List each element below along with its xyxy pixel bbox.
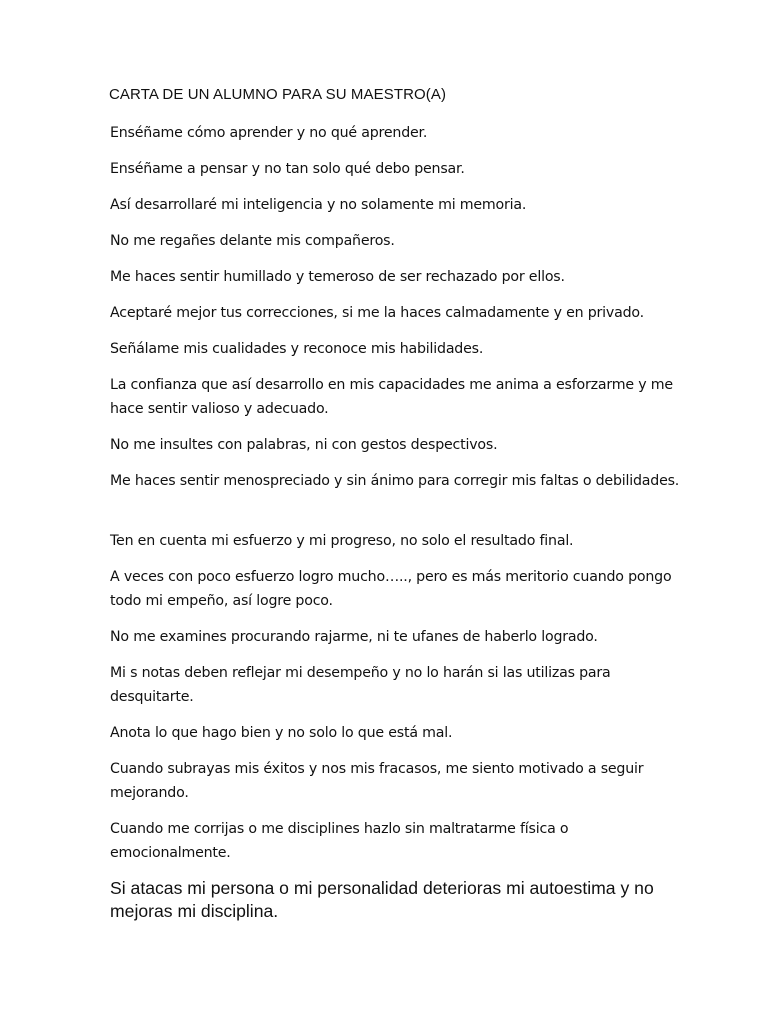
paragraph: Cuando subrayas mis éxitos y nos mis fracasos, me siento motivado a seguir mejorando.	[110, 761, 644, 801]
paragraph: Señálame mis cualidades y reconoce mis habilidades.	[110, 341, 484, 357]
closing-paragraph: Si atacas mi persona o mi personalidad deterioras mi autoestima y no mejoras mi disciplina.	[110, 878, 654, 921]
paragraph: No me insultes con palabras, ni con gestos despectivos.	[110, 437, 498, 453]
paragraph: A veces con poco esfuerzo logro mucho….., pero es más meritorio cuando pongo todo mi empeño, así logre poco.	[110, 569, 672, 609]
paragraph: Enséñame cómo aprender y no qué aprender.	[110, 125, 428, 141]
paragraph: Cuando me corrijas o me disciplines hazlo sin maltratarme física o emocionalmente.	[110, 821, 569, 861]
paragraph: Aceptaré mejor tus correcciones, si me la haces calmadamente y en privado.	[110, 305, 644, 321]
letter-title: CARTA DE UN ALUMNO PARA SU MAESTRO(A)	[109, 86, 447, 103]
paragraph: Me haces sentir humillado y temeroso de ser rechazado por ellos.	[110, 269, 565, 285]
paragraph: Me haces sentir menospreciado y sin ánimo para corregir mis faltas o debilidades.	[110, 473, 680, 489]
paragraph: No me examines procurando rajarme, ni te ufanes de haberlo logrado.	[110, 629, 598, 645]
paragraph: Así desarrollaré mi inteligencia y no solamente mi memoria.	[110, 197, 527, 213]
paragraph: Anota lo que hago bien y no solo lo que está mal.	[110, 725, 453, 741]
paragraph: Mi s notas deben reflejar mi desempeño y no lo harán si las utilizas para desquitarte.	[110, 665, 611, 705]
paragraph: Ten en cuenta mi esfuerzo y mi progreso, no solo el resultado final.	[110, 533, 574, 549]
paragraph: Enséñame a pensar y no tan solo qué debo pensar.	[110, 161, 465, 177]
paragraph: No me regañes delante mis compañeros.	[110, 233, 395, 249]
paragraph: La confianza que así desarrollo en mis capacidades me anima a esforzarme y me hace sentir valioso y adecuado.	[110, 377, 673, 417]
